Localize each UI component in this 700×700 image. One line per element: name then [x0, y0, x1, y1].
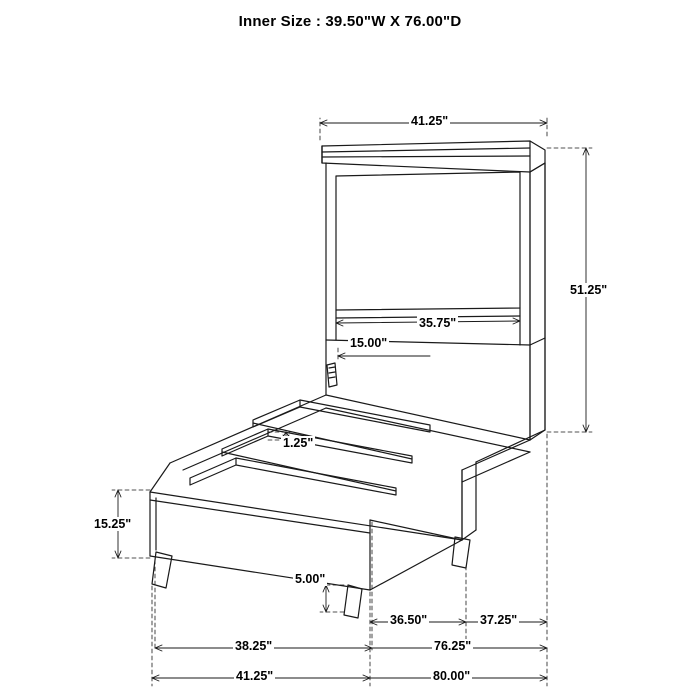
dim-total-width: 41.25"	[236, 669, 274, 683]
dim-total-length: 80.00"	[433, 669, 471, 683]
dim-headboard-width: 41.25"	[411, 114, 449, 128]
dim-panel-width: 35.75"	[419, 316, 457, 330]
dim-rail-length: 38.25"	[235, 639, 273, 653]
dim-headboard-height: 51.25"	[570, 283, 608, 297]
dim-slat-thickness: 1.25"	[283, 436, 314, 450]
dim-side-depth: 37.25"	[480, 613, 518, 627]
dim-rail-height: 15.25"	[94, 517, 132, 531]
dim-inner-depth: 76.25"	[434, 639, 472, 653]
page-title: Inner Size : 39.50"W X 76.00"D	[238, 13, 462, 30]
dim-rail-to-panel: 15.00"	[350, 336, 388, 350]
dim-leg-height: 5.00"	[295, 572, 326, 586]
dim-footboard-depth: 36.50"	[390, 613, 428, 627]
